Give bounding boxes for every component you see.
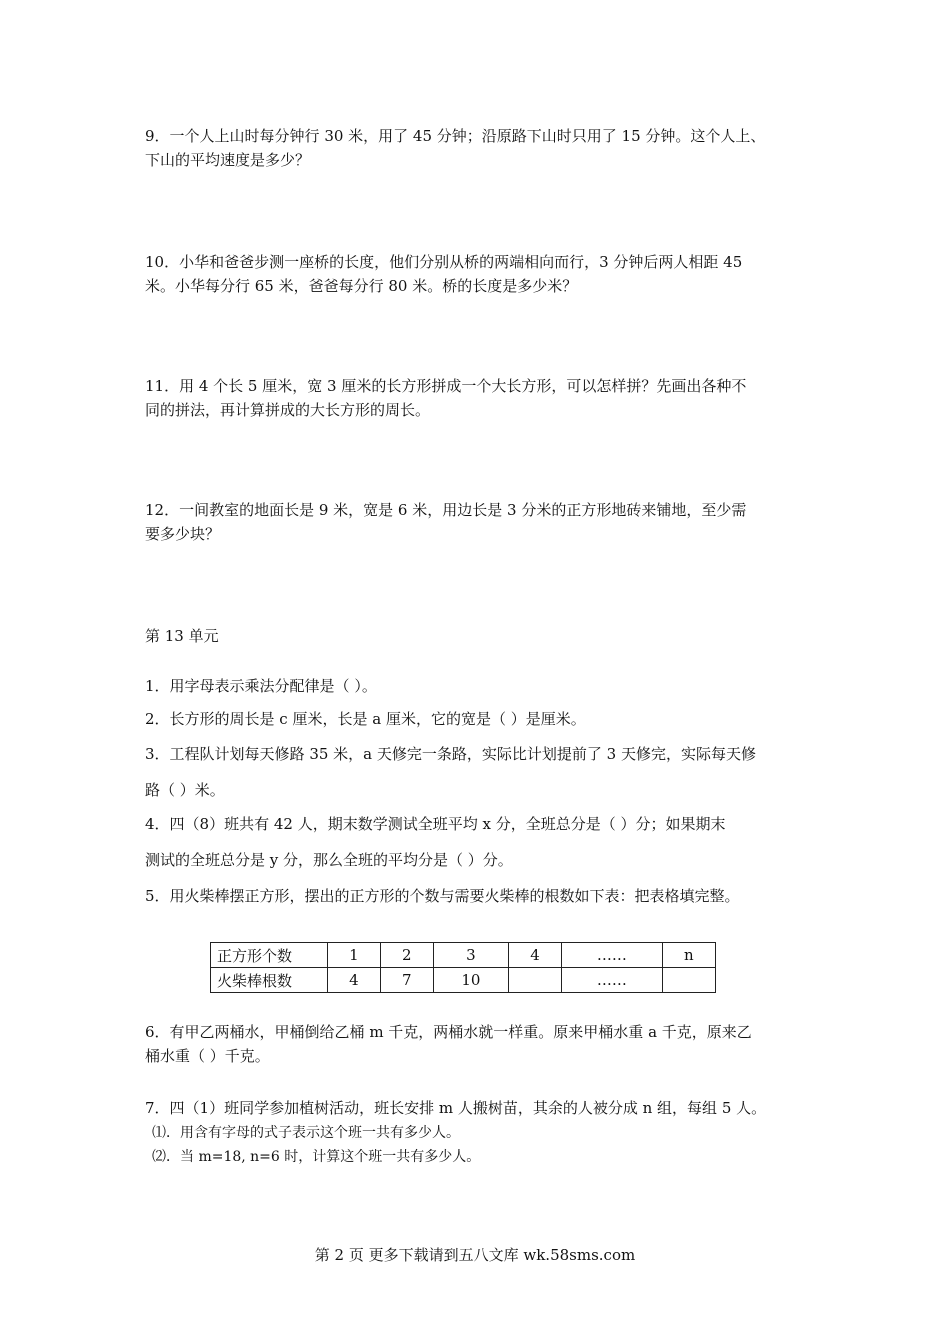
table-cell: 1 [328, 943, 381, 968]
unit-question-1 [145, 674, 825, 698]
problem-10-line-1: 10．小华和爸爸步测一座桥的长度，他们分别从桥的两端相向而行，3 分钟后两人相距 45 [145, 253, 743, 271]
problem-11 [145, 374, 825, 422]
problem-10 [145, 250, 825, 298]
table-cell: 7 [380, 968, 433, 993]
unit-question-3-line-2: 路（ ）米。 [145, 781, 225, 799]
table-row [211, 943, 716, 968]
unit-question-3 [145, 742, 825, 766]
table-cell: n [662, 943, 715, 968]
problem-10-line-2: 米。小华每分行 65 米，爸爸每分行 80 米。桥的长度是多少米？ [145, 277, 578, 295]
problem-11-line-1: 11．用 4 个长 5 厘米，宽 3 厘米的长方形拼成一个大长方形，可以怎样拼？先画出各种不 [145, 377, 747, 395]
unit-question-4-cont [145, 848, 825, 872]
unit-question-6 [145, 1020, 825, 1068]
unit-question-5 [145, 884, 825, 908]
problem-12-line-1: 12．一间教室的地面长是 9 米，宽是 6 米，用边长是 3 分米的正方形地砖来铺地，至少需 [145, 501, 747, 519]
problem-11-line-2: 同的拼法，再计算拼成的大长方形的周长。 [145, 401, 431, 419]
problem-9-line-2: 下山的平均速度是多少？ [145, 151, 311, 169]
table-cell: 4 [509, 943, 562, 968]
page-footer: 第 2 页 更多下载请到五八文库 wk.58sms.com [314, 1246, 636, 1264]
table-cell: 10 [433, 968, 508, 993]
table-row [211, 968, 716, 993]
unit-question-7 [145, 1096, 825, 1120]
unit-question-7-sub-2: ⑵．当 m=18, n=6 时，计算这个班一共有多少人。 [152, 1149, 481, 1165]
matchstick-table [210, 942, 716, 993]
table-cell: 2 [380, 943, 433, 968]
unit-question-2 [145, 707, 825, 731]
problem-12 [145, 498, 825, 546]
unit-question-4 [145, 812, 825, 836]
unit-question-3-line-1: 3．工程队计划每天修路 35 米，a 天修完一条路，实际比计划提前了 3 天修完，实际每天修 [145, 745, 756, 763]
unit-question-3-cont [145, 778, 825, 802]
unit-question-5-text: 5．用火柴棒摆正方形，摆出的正方形的个数与需要火柴棒的根数如下表：把表格填完整。 [145, 887, 740, 905]
table-cell: …… [561, 968, 662, 993]
unit-question-6-line-2: 桶水重（ ）千克。 [145, 1047, 270, 1065]
table-cell: 正方形个数 [211, 943, 328, 968]
unit-question-4-line-2: 测试的全班总分是 y 分，那么全班的平均分是（ ）分。 [145, 851, 513, 869]
unit-title-text: 第 13 单元 [145, 627, 219, 645]
table-cell: 3 [433, 943, 508, 968]
unit-question-7-sub-1: ⑴．用含有字母的式子表示这个班一共有多少人。 [152, 1125, 460, 1141]
unit-question-1-text: 1．用字母表示乘法分配律是（ ）。 [145, 677, 377, 695]
unit-question-2-text: 2．长方形的周长是 c 厘米，长是 a 厘米，它的宽是（ ）是厘米。 [145, 710, 586, 728]
problem-12-line-2: 要多少块？ [145, 525, 221, 543]
unit-title [145, 624, 825, 648]
problem-9-line-1: 9．一个人上山时每分钟行 30 米，用了 45 分钟；沿原路下山时只用了 15 分钟。这个人上、 [145, 127, 766, 145]
table-cell [662, 968, 715, 993]
table-cell: …… [561, 943, 662, 968]
unit-question-6-line-1: 6．有甲乙两桶水，甲桶倒给乙桶 m 千克，两桶水就一样重。原来甲桶水重 a 千克，原来乙 [145, 1023, 752, 1041]
unit-question-7-text: 7．四（1）班同学参加植树活动，班长安排 m 人搬树苗，其余的人被分成 n 组，每组 5 人。 [145, 1099, 767, 1117]
table-cell: 火柴棒根数 [211, 968, 328, 993]
unit-question-4-line-1: 4．四（8）班共有 42 人，期末数学测试全班平均 x 分，全班总分是（ ）分；如果期末 [145, 815, 726, 833]
table-cell [509, 968, 562, 993]
table-cell: 4 [328, 968, 381, 993]
problem-9 [145, 124, 825, 172]
